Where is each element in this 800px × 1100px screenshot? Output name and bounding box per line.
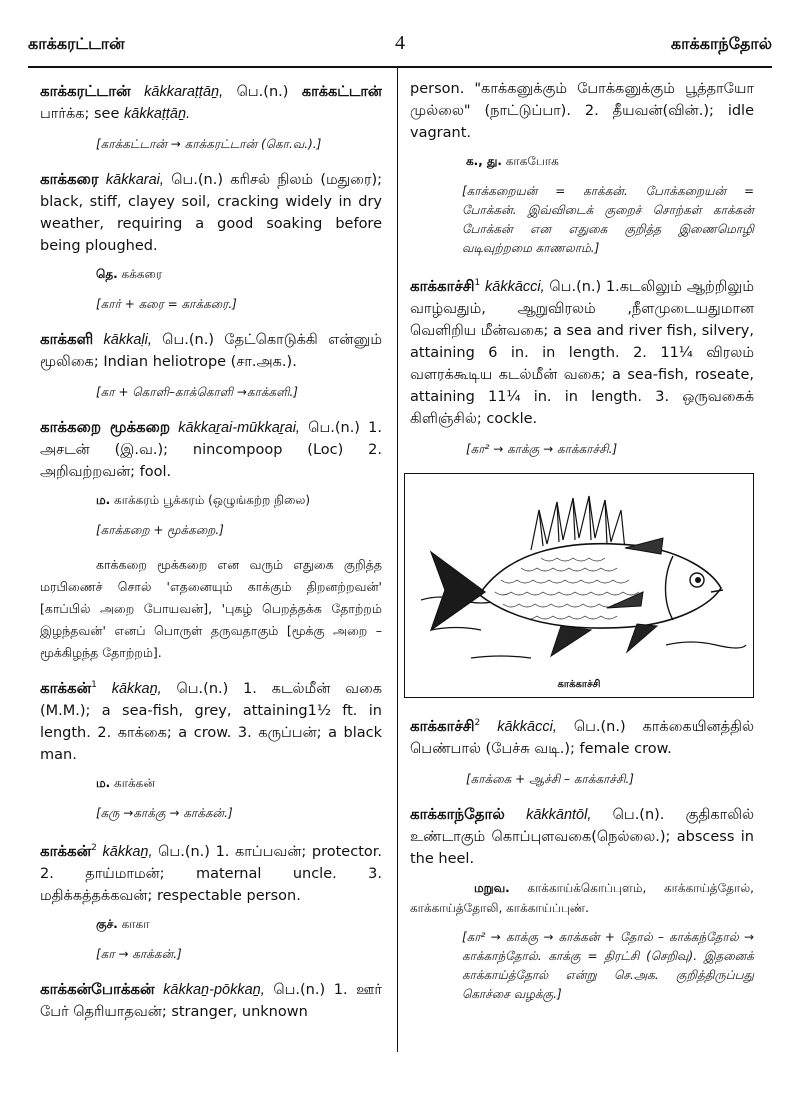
cognate-word: காக்கன் <box>110 775 155 790</box>
headword: காக்கரை <box>40 170 99 188</box>
cognate-language: ம. <box>96 775 111 790</box>
cognate <box>96 491 382 509</box>
headword: காக்காச்சி <box>410 276 475 295</box>
transliteration: kākkaṉ, <box>102 843 153 860</box>
entry-kakkan-pokkan <box>40 978 382 1023</box>
definition-cont: பார்க்க; see <box>40 106 124 122</box>
headword: காக்காச்சி <box>410 716 475 735</box>
synonyms-list: காக்காய்க்கொப்புளம், காக்காய்த்தோல், காக்காய்த்தோலி, காக்காய்ப்புண். <box>410 880 754 915</box>
etymology: [கா + கொளி–காக்கொளி →காக்களி.] <box>96 385 298 399</box>
headword: காக்காந்தோல் <box>410 804 505 823</box>
synonyms <box>410 878 754 918</box>
homonym-number: 1 <box>474 278 481 288</box>
entry-kakkarai <box>40 168 382 257</box>
definition: பெ.(n). குதிகாலில் உண்டாகும் கொப்புளவகை(நெல்லை.); abscess in the heel. <box>410 806 755 867</box>
etymology: [காக்கட்டான் → காக்கரட்டான் (கொ.வ.).] <box>96 137 322 151</box>
entry-kakkarai-mukkarai <box>40 416 382 483</box>
cross-reference: காக்கட்டான் <box>301 84 382 100</box>
cognate-word: கக்கரை <box>117 267 163 281</box>
fish-drawing <box>411 480 747 670</box>
see-transliteration: kākkaṭṭāṉ. <box>124 106 191 122</box>
transliteration: kākkaṉ, <box>111 680 162 697</box>
headword: காக்கறை மூக்கறை <box>40 418 171 436</box>
homonym-number: 2 <box>91 842 97 853</box>
definition: பெ.(n.) 1. ஊர் பேர் தெரியாதவன்; stranger, unknown <box>40 981 382 1020</box>
transliteration: kākkaraṭṭāṉ, <box>144 84 224 100</box>
cognate-word: காக்கரம் பூக்கரம் (ஒழுங்கற்ற நிலை) <box>110 493 310 507</box>
homonym-number: 1 <box>91 680 97 690</box>
cognate <box>96 265 382 283</box>
etymology: [காக்கறை + மூக்கறை.] <box>96 523 224 537</box>
definition: பெ.(n.) 1. காப்பவன்; protector. 2. தாய்மாமன்; maternal uncle. 3. மதிக்கத்தக்கவன்; respectable person. <box>40 843 382 904</box>
running-head-left: காக்கரட்டான் <box>28 34 125 53</box>
headword: காக்களி <box>40 330 94 348</box>
page-header <box>28 28 772 62</box>
entry-kakkacci-1 <box>410 272 754 430</box>
cognate-word: காகபோக <box>501 154 559 168</box>
entry-kakkan-2 <box>40 837 382 907</box>
cognate-language: ம. <box>96 493 111 507</box>
headword: காக்கன் <box>40 841 92 860</box>
transliteration: kākkācci, <box>497 718 557 735</box>
cognate <box>466 152 754 170</box>
definition: பெ.(n.) 1.கடலிலும் ஆற்றிலும் வாழ்வதும், ஆறுவிரலம் ,நீளமுடையதுமான வெளிறிய மீன்வகை; a sea and river fish, silvery, attaining 6 in. in length. 2. 11¼ விரலம் வளரக்கூடிய கடல்மீன் வகை; a sea-fish, roseate, attaining 11¼ in. in length. 3. ஒருவகைக் கிளிஞ்சில்; cockle. <box>410 278 754 427</box>
definition: பெ.(n.) 1. அசடன் (இ.வ.); nincompoop (Loc) 2. அறிவற்றவன்; fool. <box>40 420 383 480</box>
right-column <box>410 78 754 1018</box>
cognate-language: தெ. <box>96 267 118 281</box>
headword: காக்கன் <box>40 678 92 697</box>
transliteration: kākkaṟai-mūkkaṟai, <box>178 420 300 436</box>
definition: பெ.(n.) <box>223 84 302 100</box>
cognate <box>96 915 382 933</box>
headword: காக்கரட்டான் <box>40 82 131 100</box>
headword: காக்கன்போக்கன் <box>40 979 155 998</box>
etymology: [கா² → காக்கு → காக்காச்சி.] <box>466 441 618 456</box>
left-column <box>40 80 382 1031</box>
column-divider <box>397 67 398 1052</box>
definition: பெ.(n.) 1. கடல்மீன் வகை (M.M.); a sea-fish, grey, attaining1½ ft. in length. 2. காக்கை; a crow. 3. கருப்பன்; a black man. <box>40 680 382 763</box>
page-number: 4 <box>395 32 405 54</box>
definition: பெ.(n.) காக்கையினத்தில் பெண்பால் (பேச்சு வடி.); female crow. <box>410 718 754 757</box>
transliteration: kākkaṉ-pōkkaṉ, <box>163 981 265 998</box>
transliteration: kākkarai, <box>105 172 164 188</box>
etymology: [கா → காக்கன்.] <box>96 946 182 961</box>
fish-illustration <box>404 473 754 698</box>
etymology: [கா² → காக்கு → காக்கன் + தோல் – காக்கந்தோல் → காக்காந்தோல். காக்கு = திரட்சி (செறிவு). இதனைக் காக்காய்த்தோல் என்று செ.அக. குறித்திருப்பது கொச்சை வழக்கு.] <box>462 929 754 1001</box>
running-head-right: காக்காந்தோல் <box>670 34 772 53</box>
synonyms-label: மறுவ. <box>474 880 510 895</box>
etymology: [கரு →காக்கு → காக்கன்.] <box>96 805 233 820</box>
etymology: [கார் + கரை = காக்கரை.] <box>96 297 237 311</box>
entry-kakkantol <box>410 803 754 870</box>
homonym-number: 2 <box>474 717 481 728</box>
transliteration: kākkāntōl, <box>526 806 592 823</box>
definition: பெ.(n.) கரிசல் நிலம் (மதுரை); black, stiff, clayey soil, cracking widely in dry weather, requiring a good soaking before being ploughed. <box>40 172 382 254</box>
entry-kakkacci-2 <box>410 712 754 760</box>
entry-kakkali <box>40 328 382 373</box>
etymology: [காக்கறையன் = காக்கன். போக்கறையன் = போக்கன். இவ்விடைக் குறைச் சொற்கள் காக்கன் போக்கன் என எதுகை குறித்த இணைமொழி வடிவுற்றமை காணலாம்.] <box>462 184 754 255</box>
transliteration: kākkaḷi, <box>103 332 152 348</box>
entry-kakkan-1 <box>40 674 382 766</box>
figure-caption: காக்காச்சி <box>557 678 601 690</box>
etymology: [காக்கை + ஆச்சி – காக்காச்சி.] <box>466 771 634 786</box>
explanatory-note: காக்கறை மூக்கறை என வரும் எதுகை குறித்த மரபிணைச் சொல் 'எதனையும் காக்கும் திறனற்றவன்' [காப்பில் அறை போயவன்], 'புகழ் பெறத்தக்க தோற்றம் இழந்தவன்' எனப் பொருள் தருவதாகும் [மூக்கு அறை – மூக்கிழந்த தோற்றம்]. <box>40 557 382 660</box>
transliteration: kākkācci, <box>485 278 545 295</box>
cognate-language: க., து. <box>466 154 502 168</box>
header-rule <box>28 66 772 68</box>
entry-kakkarattan <box>40 80 382 125</box>
definition: பெ.(n.) தேட்கொடுக்கி என்னும் மூலிகை; Indian heliotrope (சா.அக.). <box>40 332 382 370</box>
entry-kakkan-pokkan-continued: person. "காக்கனுக்கும் போக்கனுக்கும் பூத்தாயோ முல்லை" (நாட்டுப்பா). 2. தீயவன்(வின்.); idle vagrant. <box>410 81 754 141</box>
cognate <box>96 774 382 792</box>
cognate-language: குச். <box>96 916 118 931</box>
cognate-word: காகா <box>117 916 150 931</box>
